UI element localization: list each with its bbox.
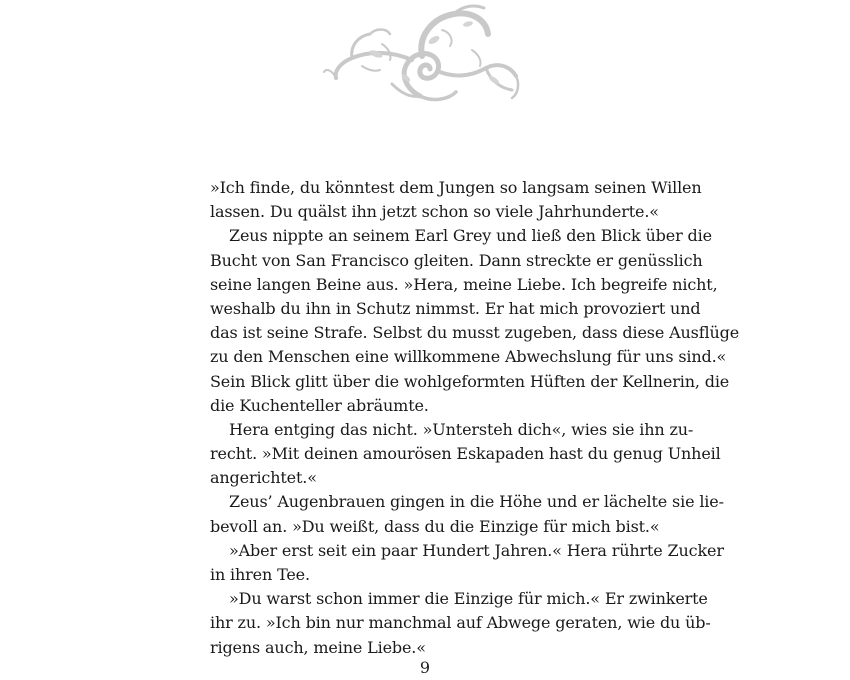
text-line: Sein Blick glitt über die wohlgeformten Hüften der Kellnerin, die <box>210 371 730 391</box>
text-line: Zeus’ Augenbrauen gingen in die Höhe und er lächelte sie lie- <box>229 492 724 512</box>
text-line: rigens auch, meine Liebe.« <box>210 637 426 657</box>
body-text <box>210 176 740 660</box>
text-line: ihr zu. »Ich bin nur manchmal auf Abwege geraten, wie du üb- <box>210 613 711 633</box>
text-line: das ist seine Strafe. Selbst du musst zugeben, dass diese Ausflüge <box>210 323 740 343</box>
text-line: Bucht von San Francisco gleiten. Dann streckte er genüsslich <box>210 250 703 270</box>
text-line: die Kuchenteller abräumte. <box>210 395 429 415</box>
page-number: 9 <box>419 658 431 677</box>
baroque-acanthus-scroll-icon <box>322 0 522 108</box>
text-line: angerichtet.« <box>210 468 317 488</box>
text-line: bevoll an. »Du weißt, dass du die Einzige für mich bist.« <box>210 516 660 536</box>
text-line: »Aber erst seit ein paar Hundert Jahren.« Hera rührte Zucker <box>229 540 724 560</box>
text-line: »Du warst schon immer die Einzige für mich.« Er zwinkerte <box>229 589 708 609</box>
text-line: seine langen Beine aus. »Hera, meine Liebe. Ich begreife nicht, <box>210 274 718 294</box>
text-line: recht. »Mit deinen amourösen Eskapaden hast du genug Unheil <box>210 444 721 464</box>
text-line: Zeus nippte an seinem Earl Grey und ließ den Blick über die <box>229 226 712 246</box>
text-line: zu den Menschen eine willkommene Abwechslung für uns sind.« <box>210 347 727 367</box>
text-line: »Ich finde, du könntest dem Jungen so langsam seinen Willen <box>210 178 702 197</box>
text-line: in ihren Tee. <box>210 565 310 584</box>
text-line: Hera entging das nicht. »Untersteh dich«, wies sie ihn zu- <box>229 419 694 439</box>
text-line: lassen. Du quälst ihn jetzt schon so viele Jahrhunderte.« <box>210 202 659 222</box>
text-line: weshalb du ihn in Schutz nimmst. Er hat mich provoziert und <box>210 298 701 318</box>
